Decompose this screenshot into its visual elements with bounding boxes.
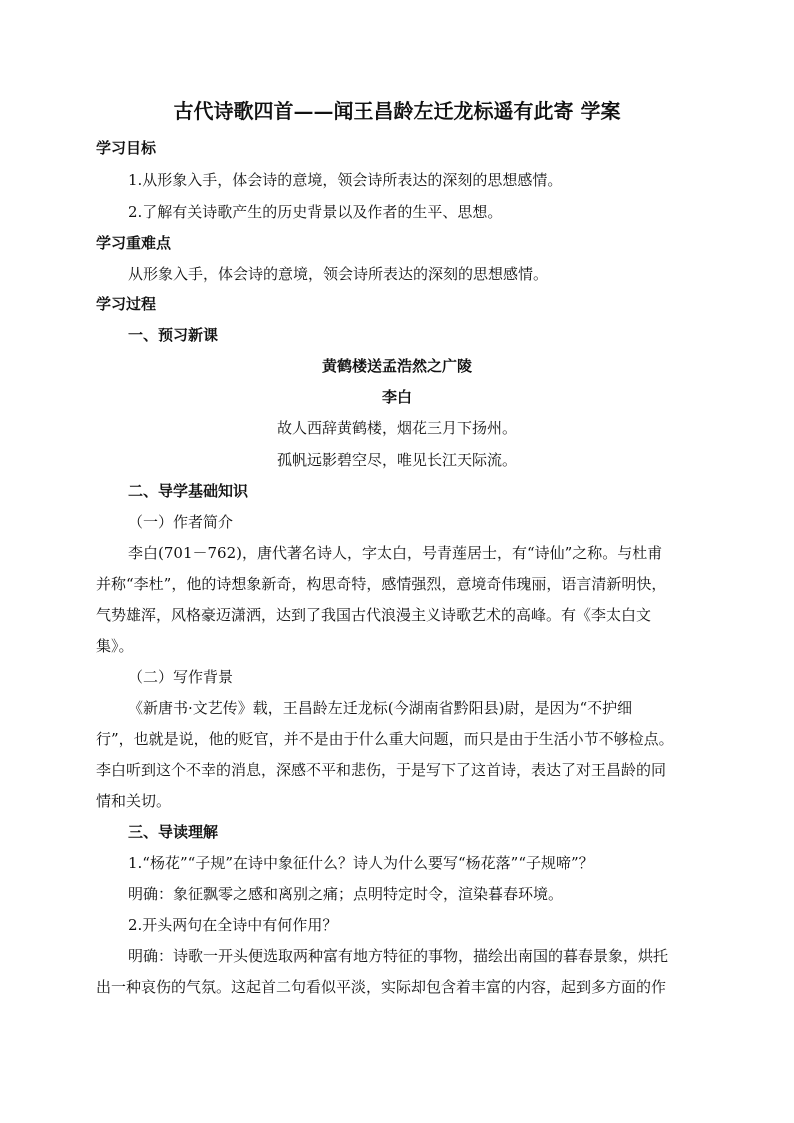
process-heading: 学习过程 [96,295,157,313]
author-paragraph-line: 并称“李杜”，他的诗想象新奇，构思奇特，感情强烈，意境奇伟瑰丽，语言清新明快， [96,575,667,593]
author-paragraph-line: 集》。 [96,637,134,655]
goals-heading: 学习目标 [96,139,157,157]
background-paragraph-line: 情和关切。 [96,792,172,810]
subsection-author-heading: （一）作者简介 [128,513,234,531]
answer-2-line: 出一种哀伤的气氛。这起首二句看似平淡，实际却包含着丰富的内容，起到多方面的作 [96,978,667,996]
answer-1: 明确：象征飘零之感和离别之痛；点明特定时令，渲染暮春环境。 [128,885,564,903]
poem-line-2: 孤帆远影碧空尽，唯见长江天际流。 [276,451,517,469]
background-paragraph-line: 《新唐书·文艺传》载，王昌龄左迁龙标(今湖南省黔阳县)尉，是因为“不护细 [128,699,633,717]
author-paragraph-line: 气势雄浑，风格豪迈潇洒，达到了我国古代浪漫主义诗歌艺术的高峰。有《李太白文 [96,606,652,624]
subsection-background-heading: （二）写作背景 [128,668,234,686]
question-1: 1.“杨花”“子规”在诗中象征什么？诗人为什么要写“杨花落”“子规啼”？ [128,854,594,872]
background-paragraph-line: 行”，也就是说，他的贬官，并不是由于什么重大问题，而只是由于生活小节不够检点。 [96,730,674,748]
key-points-heading: 学习重难点 [96,234,172,252]
background-paragraph-line: 李白听到这个不幸的消息，深感不平和悲伤，于是写下了这首诗，表达了对王昌龄的同 [96,761,667,779]
poem-line-1: 故人西辞黄鹤楼，烟花三月下扬州。 [276,419,517,437]
section-basics-heading: 二、导学基础知识 [128,482,249,500]
goal-item-2: 2.了解有关诗歌产生的历史背景以及作者的生平、思想。 [128,203,503,221]
poem-title: 黄鹤楼送孟浩然之广陵 [321,357,472,375]
key-points-text: 从形象入手，体会诗的意境，领会诗所表达的深刻的思想感情。 [128,265,549,283]
author-paragraph-line: 李白(701－762)，唐代著名诗人，字太白，号青莲居士，有“诗仙”之称。与杜甫 [128,544,663,562]
section-preview-heading: 一、预习新课 [128,326,219,344]
question-2: 2.开头两句在全诗中有何作用？ [128,916,338,934]
poem-author: 李白 [381,388,412,406]
document-title: 古代诗歌四首——闻王昌龄左迁龙标遥有此寄 学案 [173,99,621,123]
answer-2-line: 明确：诗歌一开头便选取两种富有地方特征的事物，描绘出南国的暮春景象，烘托 [128,947,669,965]
section-reading-heading: 三、导读理解 [128,823,219,841]
goal-item-1: 1.从形象入手，体会诗的意境，领会诗所表达的深刻的思想感情。 [128,171,563,189]
